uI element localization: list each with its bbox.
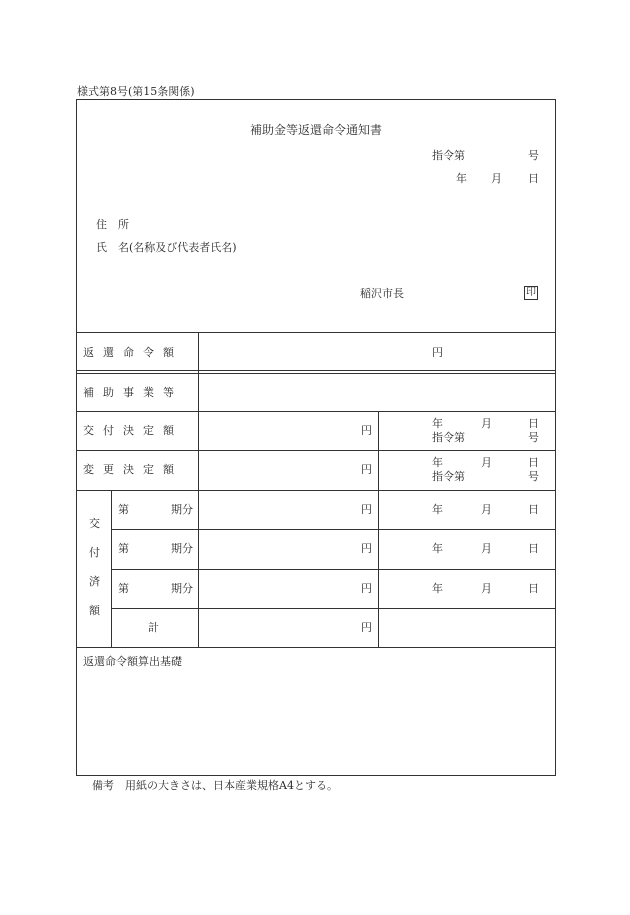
paid-amount-char-4: 額 [89,604,100,617]
seal-stamp: 印 [526,287,536,298]
grant-decision-number-suffix: 号 [528,431,539,444]
rule-row7 [111,608,556,609]
rule-header-bottom [76,332,556,333]
total-label: 計 [148,621,159,634]
change-decision-month: 月 [481,456,492,469]
installment-1-day: 日 [528,503,539,516]
installment-1-month: 月 [481,503,492,516]
rule-paid-col [111,490,112,647]
installment-1-dai: 第 [118,503,129,516]
rule-row3 [76,450,556,451]
installment-3-year: 年 [432,582,443,595]
installment-3-month: 月 [481,582,492,595]
change-decision-yen: 円 [361,463,372,476]
form-frame [76,99,556,776]
installment-3-dai: 第 [118,582,129,595]
paid-amount-char-1: 交 [89,517,100,530]
total-yen: 円 [361,621,372,634]
rule-row8 [76,647,556,648]
rule-date-col [378,411,379,647]
grant-decision-directive: 指令第 [432,431,465,444]
address-label: 住 所 [96,218,129,231]
rule-row2 [76,411,556,412]
rule-row5 [111,529,556,530]
rule-row1 [76,370,556,371]
directive-number-suffix: 号 [528,149,539,162]
installment-2-kibun: 期分 [171,542,193,555]
paid-amount-char-2: 付 [89,546,100,559]
footnote: 備考 用紙の大きさは、日本産業規格A4とする。 [92,779,338,792]
rule-label-col [198,332,199,647]
return-order-yen: 円 [432,346,443,359]
issuer-name: 稲沢市長 [360,287,404,300]
grant-decision-amount-label: 交付決定額 [83,424,183,437]
installment-3-yen: 円 [361,582,372,595]
installment-2-day: 日 [528,542,539,555]
form-title: 補助金等返還命令通知書 [250,123,383,137]
installment-2-year: 年 [432,542,443,555]
change-decision-amount-label: 変更決定額 [83,463,183,476]
rule-row6 [111,569,556,570]
grant-decision-month: 月 [481,417,492,430]
change-decision-day: 日 [528,456,539,469]
change-decision-year: 年 [432,456,443,469]
change-decision-number-suffix: 号 [528,470,539,483]
grant-decision-day: 日 [528,417,539,430]
installment-3-kibun: 期分 [171,582,193,595]
installment-2-dai: 第 [118,542,129,555]
form-number: 様式第8号(第15条関係) [77,85,195,98]
grant-decision-yen: 円 [361,424,372,437]
paid-amount-char-3: 済 [89,575,100,588]
name-label: 氏 名(名称及び代表者氏名) [96,241,237,254]
header-year: 年 [456,172,467,185]
installment-3-day: 日 [528,582,539,595]
installment-2-month: 月 [481,542,492,555]
installment-1-kibun: 期分 [171,503,193,516]
return-order-amount-label: 返還命令額 [83,346,183,359]
installment-2-yen: 円 [361,542,372,555]
change-decision-directive: 指令第 [432,470,465,483]
header-day: 日 [528,172,539,185]
subsidized-project-label: 補助事業等 [83,386,183,399]
rule-row4 [76,490,556,491]
basis-label: 返還命令額算出基礎 [83,655,182,668]
installment-1-yen: 円 [361,503,372,516]
installment-1-year: 年 [432,503,443,516]
directive-number-label: 指令第 [432,149,465,162]
rule-row1-double [76,373,556,374]
header-month: 月 [491,172,502,185]
grant-decision-year: 年 [432,417,443,430]
